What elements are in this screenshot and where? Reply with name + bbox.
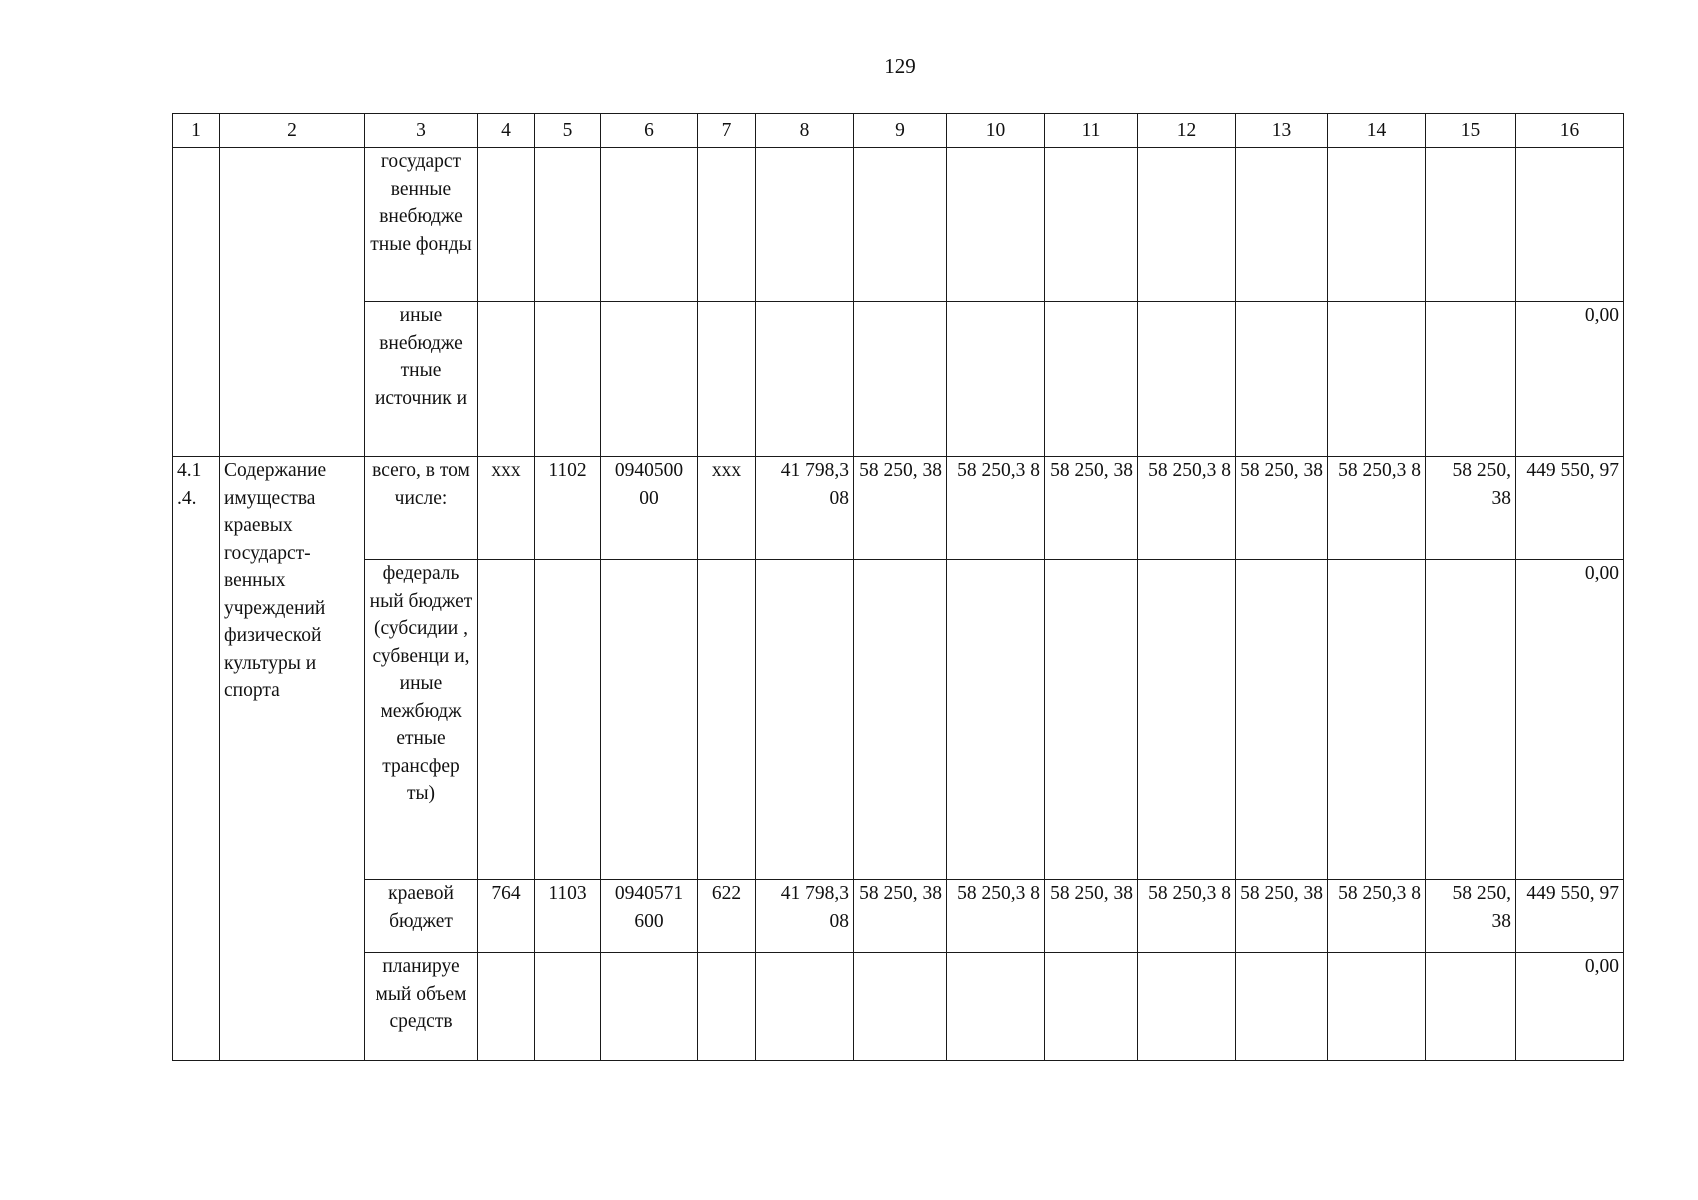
table-row-regional-budget bbox=[173, 880, 1624, 953]
column-header-8: 8 bbox=[756, 114, 854, 148]
page-number: 129 bbox=[884, 54, 916, 78]
value-cell-col16: 449 550, 97 bbox=[1516, 457, 1624, 560]
column-header-15: 15 bbox=[1426, 114, 1516, 148]
funding-source-cell: всего, в том числе: bbox=[365, 457, 478, 560]
value-cell-col4: 764 bbox=[478, 880, 535, 953]
column-header-11: 11 bbox=[1045, 114, 1138, 148]
funding-source-cell: краевой бюджет bbox=[365, 880, 478, 953]
value-cell-col8: 41 798,3 08 bbox=[756, 457, 854, 560]
total-value-cell: 0,00 bbox=[1516, 560, 1624, 880]
value-cell-col11: 58 250, 38 bbox=[1045, 457, 1138, 560]
item-name-cell: Содержание имущества краевых государст-венных учреждений физической культуры и спорта bbox=[220, 457, 365, 1061]
table-header bbox=[173, 114, 1624, 148]
column-header-13: 13 bbox=[1236, 114, 1328, 148]
column-header-2: 2 bbox=[220, 114, 365, 148]
table-row-federal-budget bbox=[173, 560, 1624, 880]
column-header-6: 6 bbox=[601, 114, 698, 148]
value-cell-col14: 58 250,3 8 bbox=[1328, 880, 1426, 953]
table-row-item-total bbox=[173, 457, 1624, 560]
budget-table bbox=[172, 113, 1624, 1061]
value-cell-col12: 58 250,3 8 bbox=[1138, 880, 1236, 953]
header-row bbox=[173, 114, 1624, 148]
column-header-4: 4 bbox=[478, 114, 535, 148]
column-header-3: 3 bbox=[365, 114, 478, 148]
column-header-16: 16 bbox=[1516, 114, 1624, 148]
value-cell-col9: 58 250, 38 bbox=[854, 880, 947, 953]
total-value-cell: 0,00 bbox=[1516, 302, 1624, 457]
column-header-10: 10 bbox=[947, 114, 1045, 148]
funding-source-cell: государст венные внебюдже тные фонды bbox=[365, 148, 478, 302]
funding-source-cell: иные внебюдже тные источник и bbox=[365, 302, 478, 457]
column-header-14: 14 bbox=[1328, 114, 1426, 148]
value-cell-col11: 58 250, 38 bbox=[1045, 880, 1138, 953]
value-cell-col9: 58 250, 38 bbox=[854, 457, 947, 560]
value-cell-col15: 58 250, 38 bbox=[1426, 880, 1516, 953]
continuation-name-cell bbox=[220, 148, 365, 457]
value-cell-col13: 58 250, 38 bbox=[1236, 457, 1328, 560]
value-cell-col16: 449 550, 97 bbox=[1516, 880, 1624, 953]
value-cell-col8: 41 798,3 08 bbox=[756, 880, 854, 953]
column-header-9: 9 bbox=[854, 114, 947, 148]
continuation-number-cell bbox=[173, 148, 220, 457]
funding-source-cell: планируе мый объем средств bbox=[365, 953, 478, 1061]
column-header-7: 7 bbox=[698, 114, 756, 148]
total-value-cell: 0,00 bbox=[1516, 953, 1624, 1061]
column-header-5: 5 bbox=[535, 114, 601, 148]
value-cell-col4: ххх bbox=[478, 457, 535, 560]
value-cell-col6: 0940571 600 bbox=[601, 880, 698, 953]
value-cell-col5: 1102 bbox=[535, 457, 601, 560]
value-cell-col14: 58 250,3 8 bbox=[1328, 457, 1426, 560]
value-cell-col12: 58 250,3 8 bbox=[1138, 457, 1236, 560]
value-cell-col13: 58 250, 38 bbox=[1236, 880, 1328, 953]
value-cell-col7: 622 bbox=[698, 880, 756, 953]
value-cell-col5: 1103 bbox=[535, 880, 601, 953]
value-cell-col10: 58 250,3 8 bbox=[947, 880, 1045, 953]
item-number-cell: 4.1 .4. bbox=[173, 457, 220, 1061]
funding-source-cell: федераль ный бюджет (субсидии , субвенци и, иные межбюдж етные трансфер ты) bbox=[365, 560, 478, 880]
table-row-other-sources bbox=[173, 302, 1624, 457]
column-header-12: 12 bbox=[1138, 114, 1236, 148]
table-row-planned-funds bbox=[173, 953, 1624, 1061]
value-cell-col10: 58 250,3 8 bbox=[947, 457, 1045, 560]
value-cell-col6: 0940500 00 bbox=[601, 457, 698, 560]
value-cell-col15: 58 250, 38 bbox=[1426, 457, 1516, 560]
value-cell-col7: ххх bbox=[698, 457, 756, 560]
table-row-gov-funds bbox=[173, 148, 1624, 302]
column-header-1: 1 bbox=[173, 114, 220, 148]
